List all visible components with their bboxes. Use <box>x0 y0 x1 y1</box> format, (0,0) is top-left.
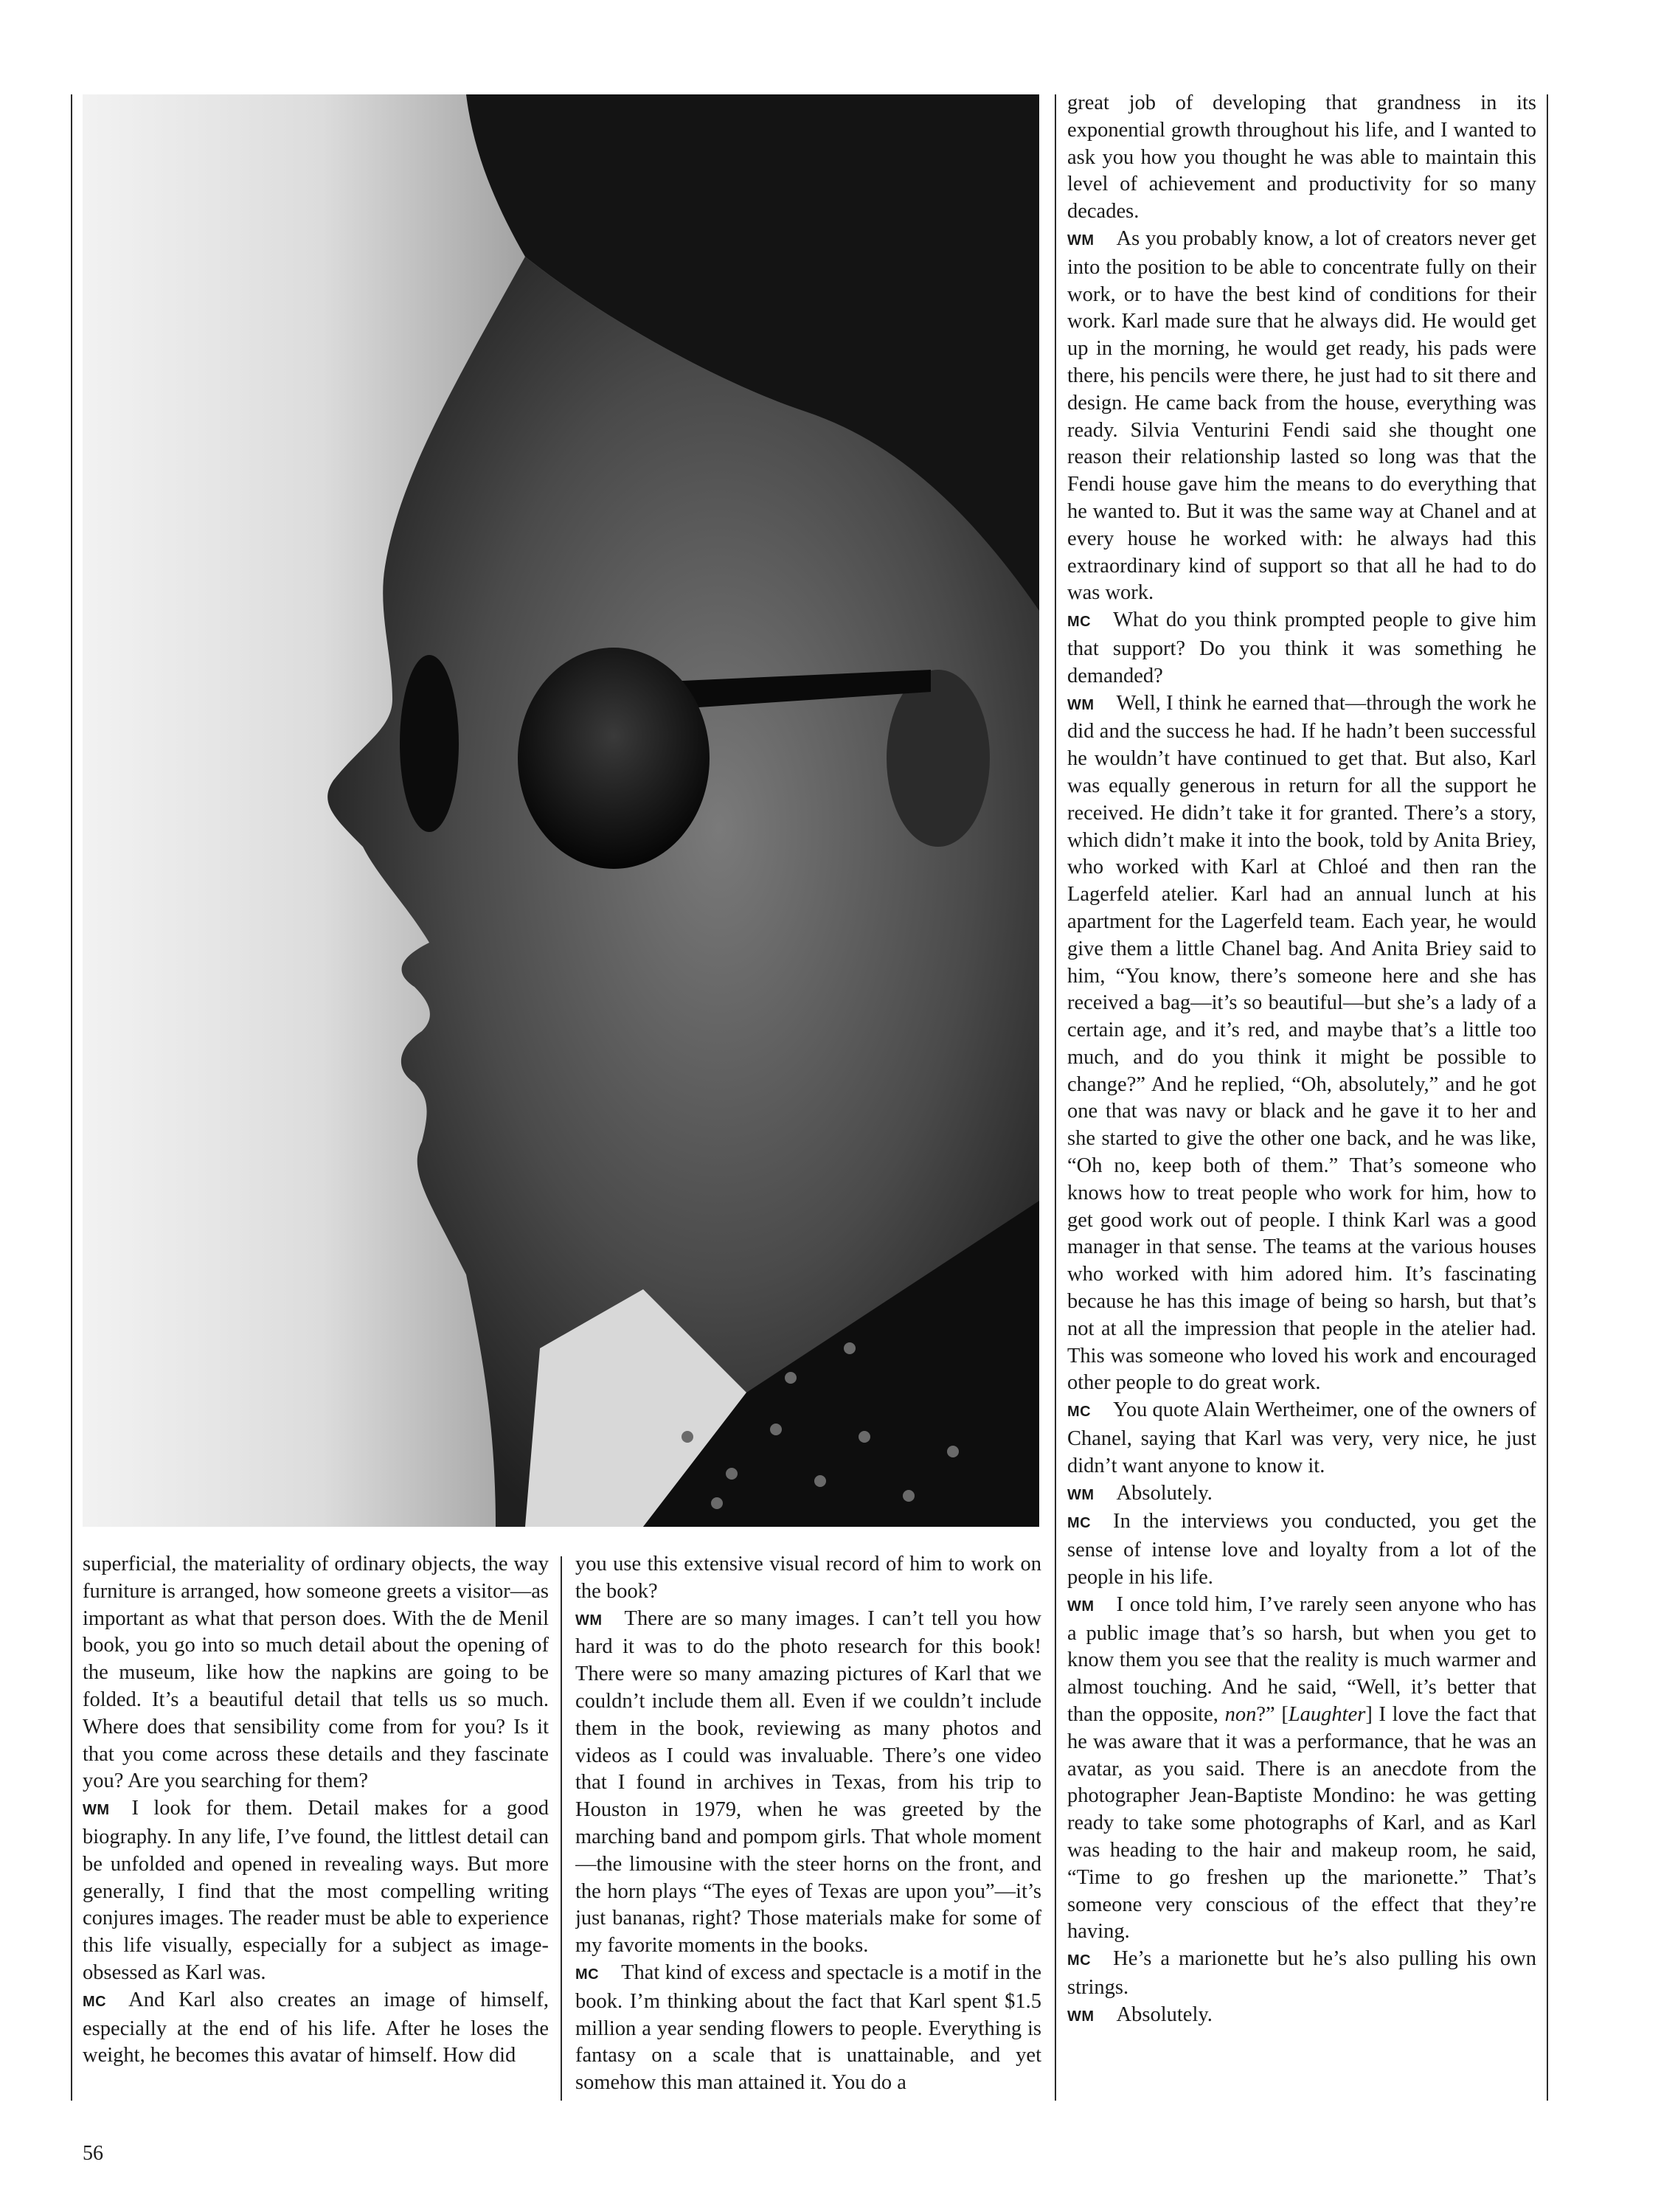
paragraph-text: I look for them. Detail makes for a good biography. In any life, I’ve found, the littlest detail can be unfolded and opened in revealing ways. But more generally, I find that the most compelling writing conjures images. The reader must be able to experience this life visually, especially for a subject as image-obsessed as Karl was. <box>83 1797 549 1984</box>
paragraph-text: In the interviews you conducted, you get the sense of intense love and loyalty from a lot of the people in his life. <box>1067 1510 1536 1589</box>
left-margin-rule <box>71 94 72 2101</box>
paragraph <box>575 1960 1041 2097</box>
speaker-label: MC <box>1067 614 1092 631</box>
paragraph-text: great job of developing that grandness in its exponential growth throughout his life, and I wanted to ask you how you thought he was able to maintain this level of achievement and productivity for so many decades. <box>1067 91 1536 223</box>
paragraph-text: Well, I think he earned that—through the work he did and the success he had. If he hadn’t been successful he wouldn’t have continued to get that. But also, Karl was equally generous in return for all the support he received. He didn’t take it for granted. There’s a story, which didn’t make it into the book, told by Anita Briey, who worked with Karl at Chloé and then ran the Lagerfeld atelier. Karl had an annual lunch at his apartment for the Lagerfeld team. Each year, he would give them a little Chanel bag. And Anita Briey said to him, “You know, there’s someone here and she has received a bag—it’s so beautiful—but she’s a lady of a certain age, and it’s red, and maybe that’s a little too much, and do you think it might be possible to change?” And he replied, “Oh, absolutely,” and he got one that was navy or black and he gave it to her and she started to give the other one back, and he was like, “Oh no, keep both of them.” That’s someone who knows how to treat people who work for him, how to get good work out of people. I think Karl was a good manager in that sense. The teams at the various houses who worked with him adored him. It’s fascinating because he has this image of being so harsh, but that’s not at all the impression that people in the atelier had. This was someone who loved his work and encouraged other people to do great work. <box>1067 691 1536 1395</box>
speaker-label: WM <box>1067 232 1095 249</box>
paragraph-text: ] I love the fact that he was aware that it was a performance, that he was an avatar, as you said. There is an anecdote from the photographer Jean-Baptiste Mondino: he was getting ready to take some photographs of Karl, and as Karl was heading to the hair and makeup room, he said, “Time to go freshen up the marionette.” That’s someone very conscious of the effect that they’re having. <box>1067 1703 1536 1944</box>
speaker-label: WM <box>575 1612 603 1629</box>
speaker-label: WM <box>83 1802 110 1819</box>
speaker-label: MC <box>1067 1404 1092 1421</box>
paragraph <box>575 1551 1041 1606</box>
paragraph <box>1067 1397 1536 1480</box>
speaker-label: WM <box>1067 1598 1095 1615</box>
text-column-left <box>83 1551 549 2112</box>
paragraph <box>1067 1592 1536 1946</box>
paragraph <box>1067 90 1536 226</box>
italic-text: non <box>1224 1703 1257 1727</box>
paragraph <box>83 1987 549 2070</box>
column-rule-2 <box>1055 94 1056 2101</box>
speaker-label: MC <box>83 1993 107 2010</box>
speaker-label: MC <box>1067 1515 1092 1532</box>
paragraph-text: He’s a marionette but he’s also pulling his own strings. <box>1067 1947 1536 1999</box>
right-margin-rule <box>1547 94 1548 2101</box>
paragraph <box>1067 690 1536 1398</box>
paragraph-text: Absolutely. <box>1116 2003 1213 2026</box>
paragraph-text: ?” [ <box>1256 1703 1289 1727</box>
portrait-photo <box>83 94 1039 1527</box>
paragraph-text: Absolutely. <box>1116 1481 1213 1505</box>
paragraph-text: And Karl also creates an image of himself, especially at the end of his life. After he loses the weight, he becomes this avatar of himself. How did <box>83 1988 549 2067</box>
paragraph <box>1067 226 1536 607</box>
text-column-middle <box>575 1551 1041 2112</box>
speaker-label: WM <box>1067 696 1095 713</box>
paragraph-text: superficial, the materiality of ordinary objects, the way furniture is arranged, how someone greets a visitor—as important as what that person does. With the de Menil book, you go into so much detail about the opening of the museum, like how the napkins are going to be folded. It’s a beautiful detail that tells us so much. Where does that sensibility come from for you? Is it that you come across these details and they fascinate you? Are you searching for them? <box>83 1553 549 1793</box>
paragraph-text: you use this extensive visual record of him to work on the book? <box>575 1553 1041 1603</box>
paragraph-text: I once told him, I’ve rarely seen anyone who has a public image that’s so harsh, but when you get to know them you see that the reality is much warmer and almost touching. And he said, “Well, it’s better that than the opposite, <box>1067 1592 1536 1727</box>
paragraph-text: As you probably know, a lot of creators never get into the position to be able to concentrate fully on their work, or to have the best kind of conditions for their work. Karl made sure that he always did. He would get up in the morning, he would get ready, his pads were there, his pencils were there, he just had to sit there and design. He came back from the house, everything was ready. Silvia Venturini Fendi said she thought one reason their relationship lasted so long was that the Fendi house gave him the means to do everything that he wanted to. But it was the same way at Chanel and at every house he worked with: he always had this extraordinary kind of support so that all he had to do was work. <box>1067 226 1536 605</box>
paragraph <box>1067 1946 1536 2002</box>
paragraph <box>83 1551 549 1795</box>
paragraph <box>1067 1508 1536 1591</box>
paragraph <box>1067 607 1536 690</box>
column-rule-1 <box>561 1556 562 2101</box>
text-column-right <box>1067 90 1536 2111</box>
speaker-label: WM <box>1067 1486 1095 1503</box>
speaker-label: WM <box>1067 2008 1095 2025</box>
paragraph-text: There are so many images. I can’t tell you how hard it was to do the photo research for this book! There were so many amazing pictures of Karl that we couldn’t include them all. Even if we couldn’t include them in the book, reviewing as many photos and videos as I could was invaluable. There’s one video that I found in archives in Texas, from his trip to Houston in 1979, when he was greeted by the marching band and pompom girls. That whole moment—the limousine with the steer horns on the front, and the horn plays “The eyes of Texas are upon you”—it’s just bananas, right? Those materials make for some of my favorite moments in the books. <box>575 1606 1041 1958</box>
paragraph <box>1067 2002 1536 2031</box>
paragraph-text: You quote Alain Wertheimer, one of the owners of Chanel, saying that Karl was very, very nice, he just didn’t want anyone to know it. <box>1067 1398 1536 1477</box>
paragraph <box>575 1606 1041 1960</box>
paragraph-text: What do you think prompted people to give him that support? Do you think it was something he demanded? <box>1067 609 1536 687</box>
paragraph <box>83 1795 549 1987</box>
speaker-label: MC <box>575 1966 600 1983</box>
paragraph-text: That kind of excess and spectacle is a motif in the book. I’m thinking about the fact that Karl spent $1.5 million a year sending flowers to people. Everything is fantasy on a scale that is unattainable, and yet somehow this man attained it. You do a <box>575 1960 1041 2095</box>
portrait-photo-art <box>83 94 1039 1527</box>
italic-text: Laughter <box>1288 1703 1366 1727</box>
paragraph <box>1067 1480 1536 1509</box>
speaker-label: MC <box>1067 1952 1092 1969</box>
page-number: 56 <box>83 2142 103 2165</box>
